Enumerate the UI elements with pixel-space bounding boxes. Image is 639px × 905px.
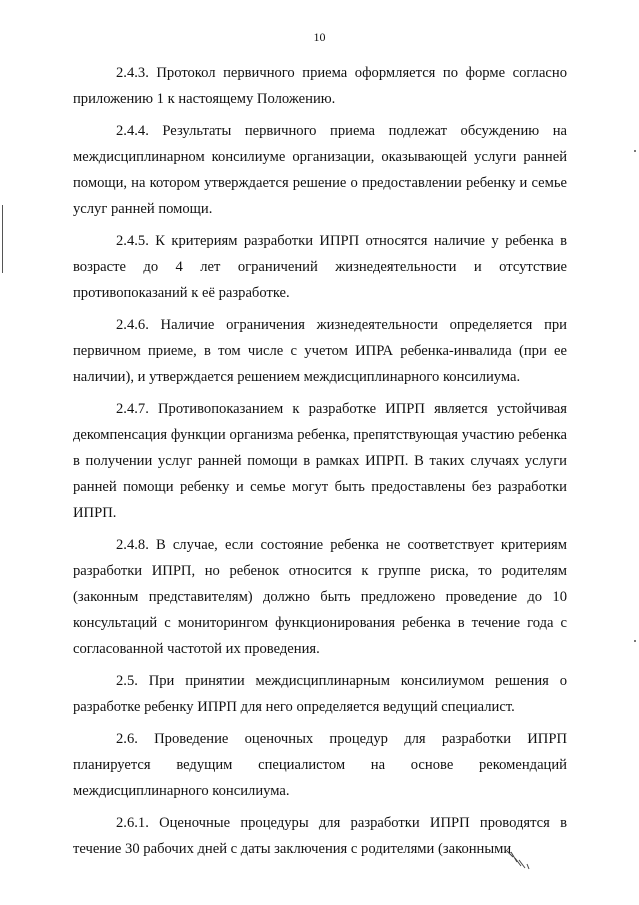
scan-margin-dot	[634, 150, 636, 152]
paragraph-2-4-6: 2.4.6. Наличие ограничения жизнедеятельности определяется при первичном приеме, в том числе с учетом ИПРА ребенка-инвалида (при ее наличии), и утверждается решением междисциплинарного консилиума.	[73, 317, 567, 385]
paragraph-2-4-5: 2.4.5. К критериям разработки ИПРП относятся наличие у ребенка в возрасте до 4 лет ограничений жизнедеятельности и отсутствие противопоказаний к её разработке.	[73, 233, 567, 301]
scan-margin-dot	[634, 640, 636, 642]
document-body	[73, 60, 567, 868]
pen-mark-scribble	[505, 848, 531, 870]
paragraph-2-6: 2.6. Проведение оценочных процедур для разработки ИПРП планируется ведущим специалистом на основе рекомендаций междисциплинарного консилиума.	[73, 731, 567, 799]
paragraph-2-5: 2.5. При принятии междисциплинарным консилиумом решения о разработке ребенку ИПРП для него определяется ведущий специалист.	[73, 673, 567, 715]
paragraph-2-4-4: 2.4.4. Результаты первичного приема подлежат обсуждению на междисциплинарном консилиуме организации, оказывающей услуги ранней помощи, на котором утверждается решение о предоставлении ребенку и семье услуг ранней помощи.	[73, 123, 567, 217]
paragraph-2-4-3: 2.4.3. Протокол первичного приема оформляется по форме согласно приложению 1 к настоящему Положению.	[73, 65, 567, 107]
paragraph-2-4-8: 2.4.8. В случае, если состояние ребенка не соответствует критериям разработки ИПРП, но ребенок относится к группе риска, то родителям (законным представителям) должно быть предложено проведение до 10 консультаций с мониторингом функционирования ребенка в течение года с согласованной частотой их проведения.	[73, 537, 567, 657]
scan-margin-mark	[2, 205, 3, 273]
page-number: 10	[313, 30, 326, 44]
paragraph-2-4-7: 2.4.7. Противопоказанием к разработке ИПРП является устойчивая декомпенсация функции организма ребенка, препятствующая участию ребенка в получении услуг ранней помощи в рамках ИПРП. В таких случаях услуги ранней помощи ребенку и семье могут быть предоставлены без разработки ИПРП.	[73, 401, 567, 521]
paragraph-2-6-1: 2.6.1. Оценочные процедуры для разработки ИПРП проводятся в течение 30 рабочих дней с даты заключения с родителями (законными	[73, 815, 567, 857]
